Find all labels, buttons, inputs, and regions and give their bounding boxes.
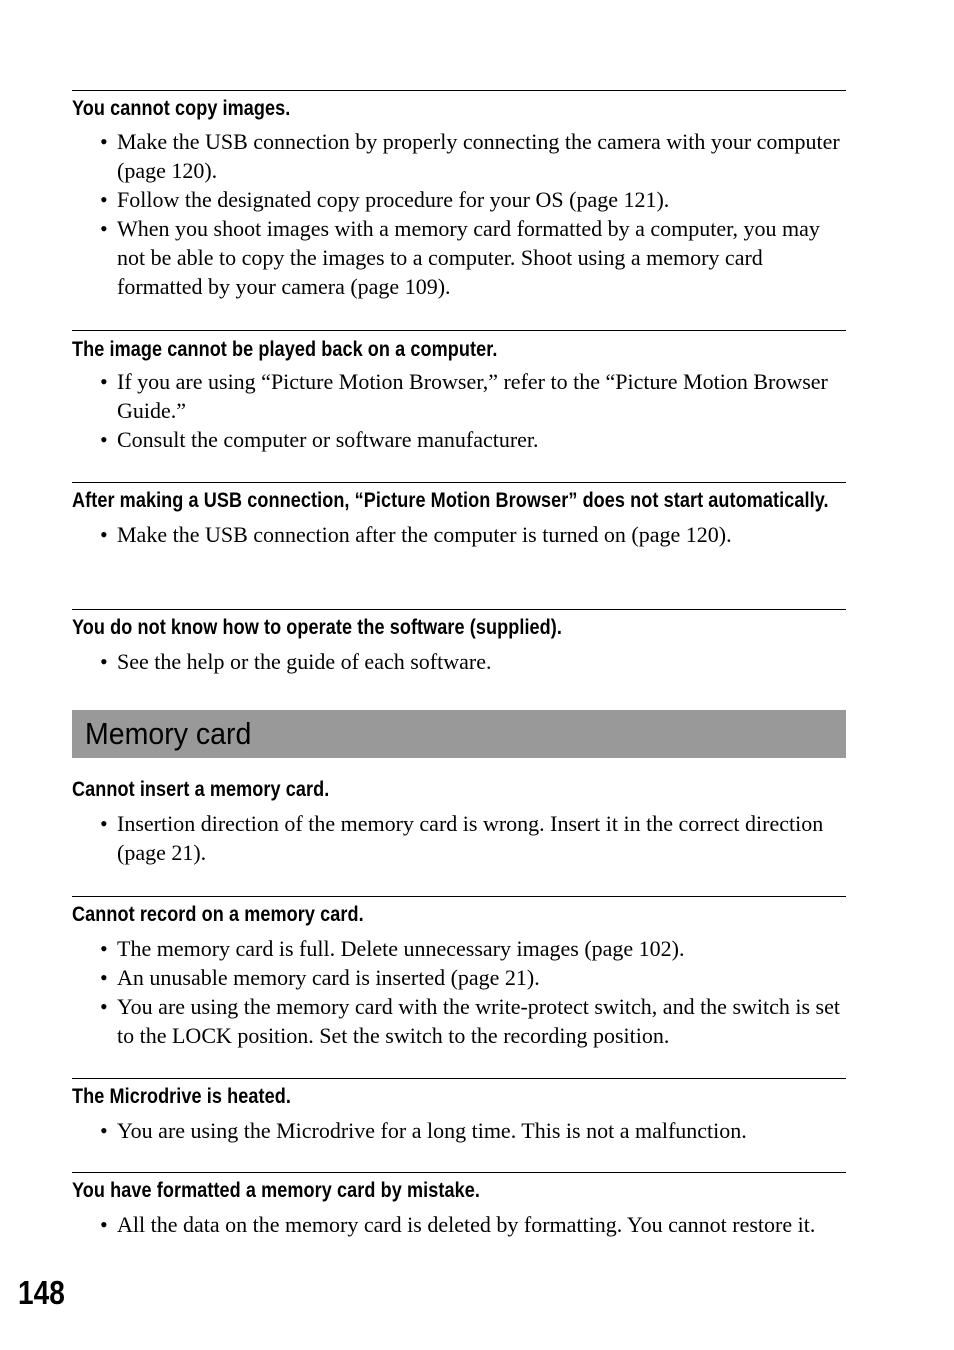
section-heading: You do not know how to operate the software (supplied).	[72, 616, 563, 639]
list-item: • You are using the Microdrive for a long time. This is not a malfunction.	[72, 1116, 846, 1145]
bullet-list	[72, 367, 846, 454]
memory-card-band	[72, 710, 846, 758]
section-heading: You cannot copy images.	[72, 97, 291, 120]
section-usb-no-autostart	[72, 482, 846, 549]
list-item: • Make the USB connection by properly connecting the camera with your computer (page 120).	[72, 127, 846, 185]
list-item: • See the help or the guide of each software.	[72, 647, 846, 676]
section-cannot-record	[72, 896, 846, 1050]
section-image-not-played-back	[72, 330, 846, 454]
list-item: • If you are using “Picture Motion Browser,” refer to the “Picture Motion Browser Guide.”	[72, 367, 846, 425]
section-cannot-insert-card	[72, 774, 846, 867]
bullet-list	[72, 1210, 846, 1239]
list-item: • The memory card is full. Delete unnecessary images (page 102).	[72, 934, 846, 963]
list-item: • An unusable memory card is inserted (page 21).	[72, 963, 846, 992]
section-heading: You have formatted a memory card by mistake.	[72, 1179, 480, 1202]
bullet-list	[72, 1116, 846, 1145]
list-item: • Consult the computer or software manufacturer.	[72, 425, 846, 454]
list-item: • You are using the memory card with the write-protect switch, and the switch is set to the LOCK position. Set the switch to the recording position.	[72, 992, 850, 1050]
list-item: • All the data on the memory card is deleted by formatting. You cannot restore it.	[72, 1210, 846, 1239]
section-heading: The Microdrive is heated.	[72, 1085, 291, 1108]
band-title: Memory card	[85, 716, 252, 751]
bullet-list	[72, 934, 846, 1050]
bullet-list	[72, 647, 846, 676]
section-heading: After making a USB connection, “Picture Motion Browser” does not start automatically.	[72, 489, 829, 512]
bullet-list	[72, 127, 846, 301]
list-item: • Follow the designated copy procedure for your OS (page 121).	[72, 185, 846, 214]
section-heading: The image cannot be played back on a computer.	[72, 338, 498, 361]
bullet-list	[72, 520, 846, 549]
list-item: • When you shoot images with a memory card formatted by a computer, you may not be able to copy the images to a computer. Shoot using a memory card formatted by your camera (page 109).	[72, 214, 846, 301]
page-number: 148	[18, 1274, 65, 1311]
list-item: • Make the USB connection after the computer is turned on (page 120).	[72, 520, 846, 549]
section-cannot-copy-images	[72, 90, 846, 301]
section-heading: Cannot insert a memory card.	[72, 778, 330, 801]
section-heading: Cannot record on a memory card.	[72, 903, 364, 926]
section-formatted-by-mistake	[72, 1172, 846, 1239]
section-software-operation	[72, 609, 846, 676]
bullet-list	[72, 809, 846, 867]
list-item: • Insertion direction of the memory card is wrong. Insert it in the correct direction (page 21).	[72, 809, 846, 867]
section-microdrive-heated	[72, 1078, 846, 1145]
